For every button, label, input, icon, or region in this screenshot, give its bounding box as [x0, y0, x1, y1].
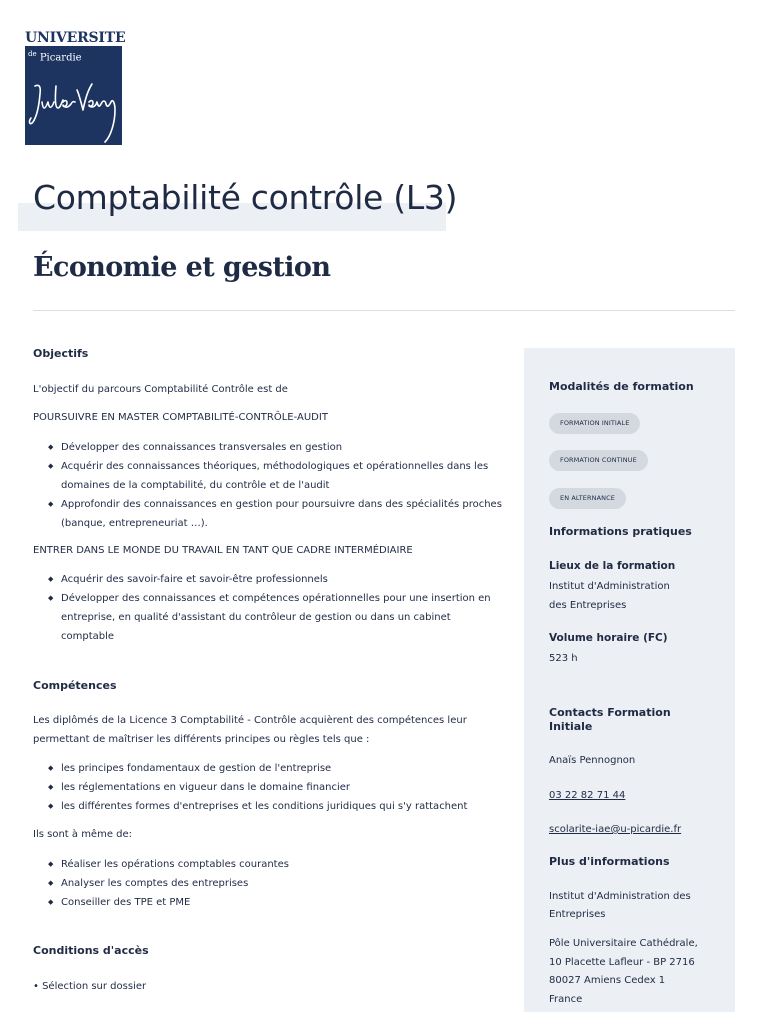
list-item: [33, 495, 503, 533]
goal-2-list: [33, 570, 503, 646]
contact-phone-link[interactable]: 03 22 82 71 44: [549, 790, 626, 801]
list-item: [33, 589, 503, 646]
contacts-heading-line-2: Initiale: [549, 720, 593, 733]
logo-university-text: UNIVERSITE: [25, 30, 126, 46]
competences-intro: Les diplômés de la Licence 3 Comptabilité - Contrôle acquièrent des compétences leur permettant de maîtriser les différents principes ou règles tels que :: [33, 715, 467, 745]
contacts-heading-line-1: Contacts Formation: [549, 706, 671, 719]
goal-1-list: [33, 438, 503, 533]
acces-text: • Sélection sur dossier: [33, 981, 147, 992]
bullet-icon: ◆: [48, 764, 54, 772]
list-item-text: les réglementations en vigueur dans le domaine financier: [61, 782, 351, 793]
bullet-icon: ◆: [48, 443, 54, 451]
lieux-line-2: des Entreprises: [549, 600, 627, 611]
infos-heading: Informations pratiques: [549, 525, 692, 538]
list-item-text: Conseiller des TPE et PME: [61, 897, 191, 908]
logo-box: [25, 46, 122, 145]
logo-picardie-text: [28, 48, 82, 64]
competences-heading: Compétences: [33, 679, 117, 692]
competences-intro-2: Ils sont à même de:: [33, 829, 133, 840]
bullet-icon: ◆: [48, 783, 54, 791]
competences-list-2: [33, 855, 503, 912]
objectifs-intro: L'objectif du parcours Comptabilité Contrôle est de: [33, 384, 288, 395]
objectifs-goal-2: ENTRER DANS LE MONDE DU TRAVAIL EN TANT QUE CADRE INTERMÉDIAIRE: [33, 545, 413, 556]
sidebar: [524, 348, 735, 1012]
list-item-text: Approfondir des connaissances en gestion pour poursuivre dans des spécialités proches (banque, entrepreneuriat …).: [61, 499, 502, 529]
address-line-4: France: [549, 994, 583, 1005]
list-item-text: Réaliser les opérations comptables courantes: [61, 859, 289, 870]
pill-formation-initiale[interactable]: FORMATION INITIALE: [549, 413, 640, 434]
list-item-text: les différentes formes d'entreprises et les conditions juridiques qui s'y rattachent: [61, 801, 468, 812]
list-item: [33, 855, 503, 874]
list-item: [33, 797, 503, 816]
bullet-icon: ◆: [48, 879, 54, 887]
volume-value: 523 h: [549, 653, 578, 664]
list-item: [33, 457, 503, 495]
list-item-text: Acquérir des savoir-faire et savoir-être professionnels: [61, 574, 328, 585]
bullet-icon: ◆: [48, 575, 54, 583]
address-line-1: Pôle Universitaire Cathédrale,: [549, 938, 698, 949]
list-item-text: Développer des connaissances et compétences opérationnelles pour une insertion en entreprise, en qualité d'assistant du contrôleur de gestion ou dans un cabinet comptable: [61, 593, 491, 642]
address-line-2: 10 Placette Lafleur - BP 2716: [549, 957, 695, 968]
list-item: [33, 438, 503, 457]
contacts-heading: [549, 706, 671, 734]
objectifs-heading: Objectifs: [33, 347, 89, 360]
bullet-icon: ◆: [48, 898, 54, 906]
bullet-icon: ◆: [48, 802, 54, 810]
plus-infos-heading: Plus d'informations: [549, 855, 670, 868]
page-title: Comptabilité contrôle (L3): [33, 178, 458, 217]
pill-alternance[interactable]: EN ALTERNANCE: [549, 488, 626, 509]
logo-picardie: Picardie: [39, 52, 82, 64]
volume-heading: Volume horaire (FC): [549, 632, 668, 644]
lieux-line-1: Institut d'Administration: [549, 581, 670, 592]
pill-formation-continue[interactable]: FORMATION CONTINUE: [549, 450, 648, 471]
competences-list: [33, 759, 503, 816]
plus-line-1: Institut d'Administration des: [549, 891, 691, 902]
bullet-icon: ◆: [48, 462, 54, 470]
acces-heading: Conditions d'accès: [33, 944, 149, 957]
contact-email-link[interactable]: scolarite-iae@u-picardie.fr: [549, 824, 682, 835]
page-subtitle: Économie et gestion: [33, 252, 331, 283]
plus-line-2: Entreprises: [549, 909, 606, 920]
list-item-text: Développer des connaissances transversales en gestion: [61, 442, 343, 453]
bullet-icon: ◆: [48, 500, 54, 508]
jules-verne-signature-icon: [25, 64, 122, 145]
list-item: [33, 778, 503, 797]
bullet-icon: ◆: [48, 860, 54, 868]
logo-de: de: [28, 50, 37, 58]
bullet-icon: ◆: [48, 594, 54, 602]
objectifs-goal-1: POURSUIVRE EN MASTER COMPTABILITÉ-CONTRÔLE-AUDIT: [33, 412, 328, 423]
list-item: [33, 893, 503, 912]
list-item: [33, 759, 503, 778]
lieux-heading: Lieux de la formation: [549, 560, 676, 572]
university-logo[interactable]: [25, 30, 126, 145]
divider: [33, 310, 735, 311]
contact-name: Anaïs Pennognon: [549, 755, 636, 766]
list-item: [33, 874, 503, 893]
list-item: [33, 570, 503, 589]
list-item-text: les principes fondamentaux de gestion de l'entreprise: [61, 763, 332, 774]
modalites-heading: Modalités de formation: [549, 380, 694, 393]
address-line-3: 80027 Amiens Cedex 1: [549, 975, 666, 986]
list-item-text: Analyser les comptes des entreprises: [61, 878, 249, 889]
list-item-text: Acquérir des connaissances théoriques, méthodologiques et opérationnelles dans les domaines de la comptabilité, du contrôle et de l'audit: [61, 461, 489, 491]
